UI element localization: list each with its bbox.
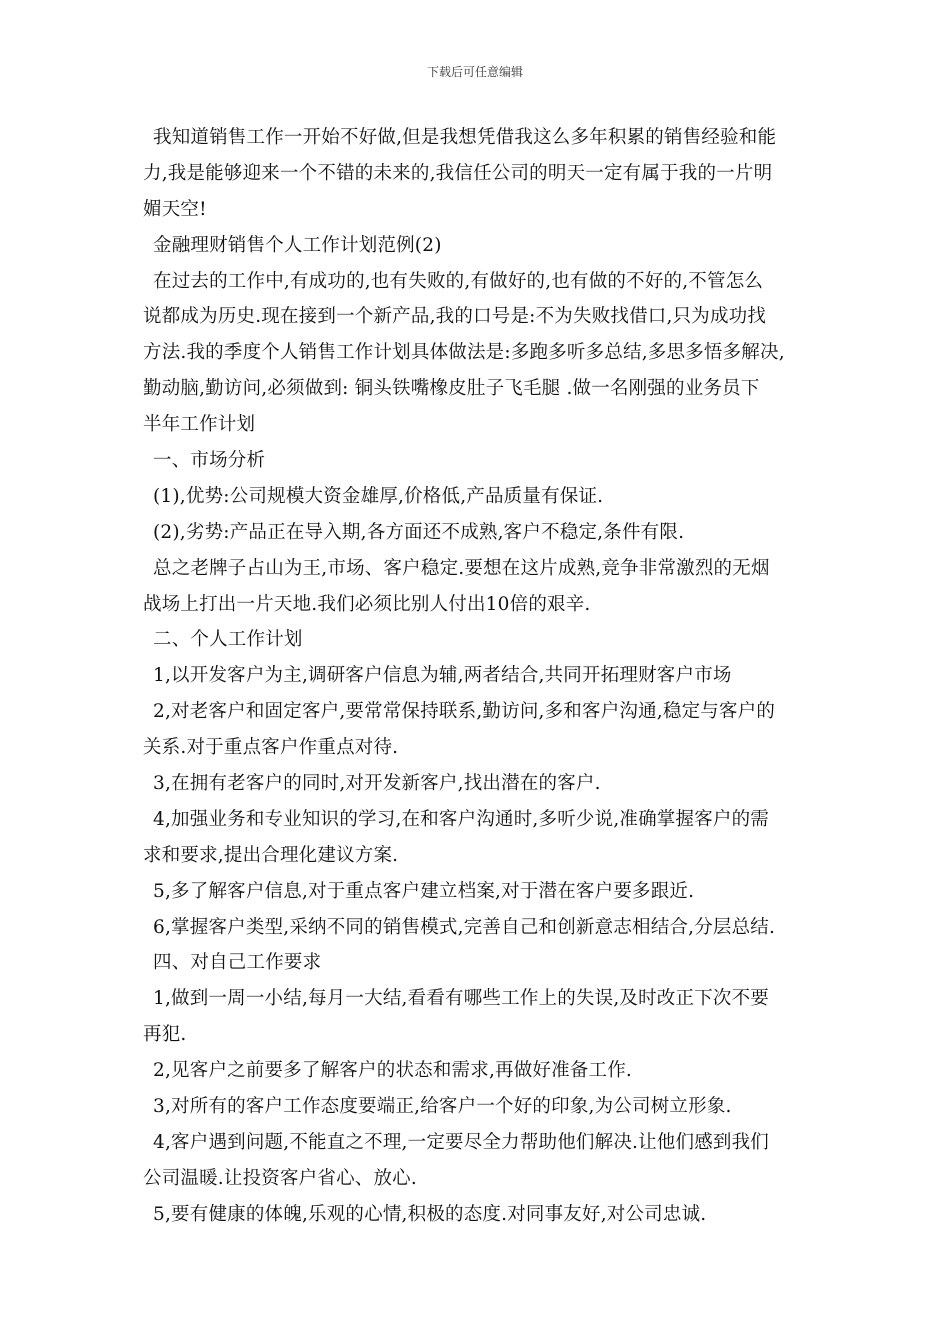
text-line: (1),优势:公司规模大资金雄厚,价格低,产品质量有保证. <box>153 485 604 507</box>
page-header: 下载后可任意编辑 <box>426 65 523 79</box>
text-line: 求和要求,提出合理化建议方案. <box>143 844 399 866</box>
text-line: 一、市场分析 <box>153 450 266 472</box>
text-line: 3,在拥有老客户的同时,对开发新客户,找出潜在的客户. <box>153 773 601 795</box>
text-line: 在过去的工作中,有成功的,也有失败的,有做好的,也有做的不好的,不管怎么 <box>153 270 764 292</box>
text-line: 二、个人工作计划 <box>153 629 303 651</box>
text-line: 方法.我的季度个人销售工作计划具体做法是:多跑多听多总结,多思多悟多解决, <box>143 342 785 364</box>
text-line: 2,对老客户和固定客户,要常常保持联系,勤访问,多和客户沟通,稳定与客户的 <box>153 701 776 723</box>
text-line: 战场上打出一片天地.我们必须比别人付出10倍的艰辛. <box>143 593 591 615</box>
text-line: 公司温暖.让投资客户省心、放心. <box>143 1167 417 1189</box>
text-line: 5,多了解客户信息,对于重点客户建立档案,对于潜在客户要多跟近. <box>153 880 695 902</box>
text-line: 1,以开发客户为主,调研客户信息为辅,两者结合,共同开拓理财客户市场 <box>153 665 732 687</box>
text-line: 4,加强业务和专业知识的学习,在和客户沟通时,多听少说,准确掌握客户的需 <box>153 808 769 830</box>
text-line: 3,对所有的客户工作态度要端正,给客户一个好的印象,为公司树立形象. <box>153 1096 732 1118</box>
text-line: 1,做到一周一小结,每月一大结,看看有哪些工作上的失误,及时改正下次不要 <box>153 988 769 1010</box>
text-line: 4,客户遇到问题,不能直之不理,一定要尽全力帮助他们解决.让他们感到我们 <box>153 1131 769 1153</box>
text-line: 勤动脑,勤访问,必须做到: 铜头铁嘴橡皮肚子飞毛腿 .做一名刚强的业务员下 <box>143 378 760 400</box>
text-line: 6,掌握客户类型,采纳不同的销售模式,完善自己和创新意志相结合,分层总结. <box>153 916 776 938</box>
text-line: 2,见客户之前要多了解客户的状态和需求,再做好准备工作. <box>153 1060 633 1082</box>
text-line: 我知道销售工作一开始不好做,但是我想凭借我这么多年积累的销售经验和能 <box>153 127 777 148</box>
text-line: 再犯. <box>143 1024 187 1046</box>
text-line: 说都成为历史.现在接到一个新产品,我的口号是:不为失败找借口,只为成功找 <box>143 306 767 328</box>
text-line: 5,要有健康的体魄,乐观的心情,积极的态度.对同事友好,对公司忠诚. <box>153 1203 707 1225</box>
text-line: (2),劣势:产品正在导入期,各方面还不成熟,客户不稳定,条件有限. <box>153 521 685 543</box>
text-line: 四、对自己工作要求 <box>153 952 322 974</box>
text-line: 半年工作计划 <box>143 414 256 436</box>
text-line: 总之老牌子占山为王,市场、客户稳定.要想在这片成熟,竞争非常激烈的无烟 <box>153 557 770 579</box>
text-line: 金融理财销售个人工作计划范例(2) <box>153 234 442 256</box>
text-line: 力,我是能够迎来一个不错的未来的,我信任公司的明天一定有属于我的一片明 <box>143 162 773 184</box>
text-line: 媚天空! <box>143 198 207 220</box>
text-line: 关系.对于重点客户作重点对待. <box>143 737 399 759</box>
document-body <box>143 120 815 1233</box>
